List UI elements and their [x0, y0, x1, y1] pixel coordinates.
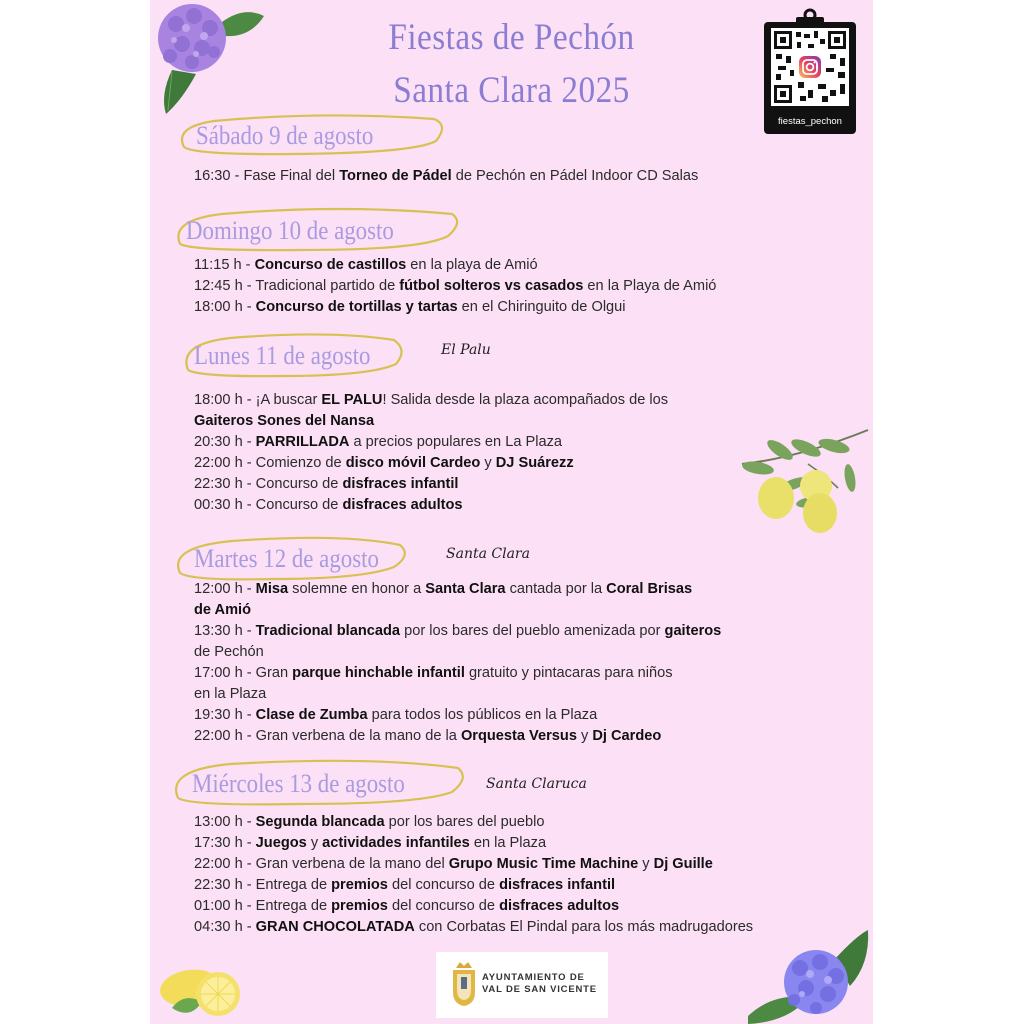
event-highlight: Dj Guille	[653, 856, 713, 872]
event-highlight: EL PALU	[321, 392, 383, 408]
event-time: 16:30 -	[194, 168, 244, 184]
event-highlight: disfraces infantil	[499, 877, 616, 893]
events-saturday	[194, 166, 698, 187]
event-highlight: PARRILLADA	[255, 434, 350, 450]
event-line	[194, 453, 668, 474]
event-text: Gran verbena de la mano de la	[255, 728, 461, 744]
event-highlight: Grupo Music Time Machine	[448, 856, 639, 872]
hydrangea-flower-icon	[744, 930, 873, 1024]
event-line	[194, 166, 698, 187]
event-time: 22:30 h -	[194, 877, 256, 893]
event-line	[194, 896, 753, 917]
day-label: Martes 12 de agosto	[194, 544, 379, 573]
event-highlight: Santa Clara	[425, 581, 506, 597]
event-highlight: premios	[331, 898, 388, 914]
events-monday	[194, 390, 668, 516]
logo-line1: AYUNTAMIENTO DE	[482, 972, 585, 983]
event-time: 22:00 h -	[194, 856, 256, 872]
event-highlight: disco móvil Cardeo	[345, 455, 481, 471]
coat-of-arms-icon	[450, 962, 478, 1006]
event-line	[194, 642, 721, 663]
day-label: Miércoles 13 de agosto	[192, 769, 405, 798]
event-highlight: Segunda blancada	[255, 814, 385, 830]
event-line	[194, 875, 753, 896]
qr-caption: fiestas_pechon	[778, 116, 842, 127]
event-line	[194, 833, 753, 854]
event-time: 20:30 h -	[194, 434, 256, 450]
event-highlight: disfraces infantil	[342, 476, 459, 492]
day-label: Sábado 9 de agosto	[196, 121, 374, 150]
day-subtitle: Santa Claruca	[486, 776, 587, 792]
event-text: ! Salida desde la plaza acompañados de los	[382, 392, 669, 408]
event-text: por los bares del pueblo	[384, 814, 545, 830]
poster-title-line2: Santa Clara 2025	[393, 70, 630, 111]
event-time: 19:30 h -	[194, 707, 256, 723]
event-text: Gran	[255, 665, 293, 681]
event-time: 12:00 h -	[194, 581, 256, 597]
events-wednesday	[194, 812, 753, 938]
event-text: para todos los públicos en la Plaza	[367, 707, 598, 723]
event-line	[194, 276, 716, 297]
day-header-saturday	[174, 113, 454, 155]
event-highlight: actividades infantiles	[322, 835, 470, 851]
event-line	[194, 411, 668, 432]
event-highlight: de Amió	[194, 602, 252, 618]
event-text: y	[576, 728, 593, 744]
event-highlight: Tradicional blancada	[255, 623, 401, 639]
event-text: de Pechón en Pádel Indoor CD Salas	[451, 168, 699, 184]
event-text: con Corbatas El Pindal para los más madrugadores	[414, 919, 754, 935]
event-text: Tradicional partido de	[255, 278, 400, 294]
event-text: Entrega de	[255, 877, 332, 893]
event-line	[194, 726, 721, 747]
event-highlight: parque hinchable infantil	[292, 665, 465, 681]
event-highlight: Coral Brisas	[606, 581, 693, 597]
event-text: solemne en honor a	[288, 581, 426, 597]
event-text: Gran verbena de la mano del	[255, 856, 449, 872]
event-text: Concurso de	[255, 476, 343, 492]
event-text: Entrega de	[255, 898, 332, 914]
events-tuesday	[194, 579, 721, 747]
event-highlight: disfraces adultos	[499, 898, 620, 914]
event-highlight: Torneo de Pádel	[339, 168, 452, 184]
day-header-sunday	[172, 206, 462, 248]
event-time: 01:00 h -	[194, 898, 256, 914]
day-header-monday	[180, 332, 420, 374]
day-header-tuesday	[172, 535, 422, 577]
event-text: Concurso de	[255, 497, 343, 513]
event-line	[194, 390, 668, 411]
event-highlight: Misa	[255, 581, 289, 597]
event-text: de Pechón	[194, 644, 264, 660]
event-line	[194, 432, 668, 453]
festival-poster	[150, 0, 873, 1024]
event-highlight: Gaiteros Sones del Nansa	[194, 413, 375, 429]
event-text: en la Playa de Amió	[583, 278, 717, 294]
day-label: Domingo 10 de agosto	[186, 216, 394, 245]
instagram-qr-code[interactable]	[764, 6, 856, 134]
event-highlight: Dj Cardeo	[592, 728, 662, 744]
event-line	[194, 495, 668, 516]
lemon-icon	[156, 962, 246, 1022]
event-time: 12:45 h -	[194, 278, 256, 294]
event-highlight: GRAN CHOCOLATADA	[255, 919, 415, 935]
event-time: 18:00 h -	[194, 299, 256, 315]
event-time: 17:00 h -	[194, 665, 256, 681]
event-text: Fase Final del	[243, 168, 340, 184]
event-time: 22:30 h -	[194, 476, 256, 492]
event-highlight: disfraces adultos	[342, 497, 463, 513]
event-highlight: Juegos	[255, 835, 307, 851]
poster-title-line1: Fiestas de Pechón	[388, 17, 635, 58]
event-highlight: Clase de Zumba	[255, 707, 368, 723]
event-line	[194, 854, 753, 875]
event-highlight: fútbol solteros vs casados	[399, 278, 584, 294]
event-time: 17:30 h -	[194, 835, 256, 851]
town-hall-logo	[436, 952, 608, 1018]
event-line	[194, 917, 753, 938]
event-line	[194, 705, 721, 726]
event-text: y	[638, 856, 654, 872]
lemon-branch-icon	[738, 428, 872, 536]
event-text: del concurso de	[387, 898, 500, 914]
event-text: y	[480, 455, 496, 471]
event-time: 22:00 h -	[194, 455, 256, 471]
event-line	[194, 600, 721, 621]
day-subtitle: El Palu	[441, 342, 491, 358]
logo-text	[482, 972, 597, 996]
event-line	[194, 474, 668, 495]
event-time: 00:30 h -	[194, 497, 256, 513]
event-time: 04:30 h -	[194, 919, 256, 935]
event-highlight: Concurso de tortillas y tartas	[255, 299, 458, 315]
event-time: 11:15 h -	[194, 257, 255, 273]
event-time: 13:30 h -	[194, 623, 256, 639]
event-time: 18:00 h -	[194, 392, 256, 408]
event-highlight: Concurso de castillos	[254, 257, 407, 273]
event-line	[194, 297, 716, 318]
event-text: en el Chiringuito de Olgui	[457, 299, 626, 315]
event-text: del concurso de	[387, 877, 500, 893]
event-text: gratuito y pintacaras para niños	[464, 665, 673, 681]
day-subtitle: Santa Clara	[446, 546, 530, 562]
event-text: y	[306, 835, 323, 851]
event-text: ¡A buscar	[255, 392, 322, 408]
event-text: a precios populares en La Plaza	[349, 434, 563, 450]
event-line	[194, 684, 721, 705]
event-text: Comienzo de	[255, 455, 346, 471]
event-text: por los bares del pueblo amenizada por	[400, 623, 665, 639]
event-text: en la playa de Amió	[406, 257, 538, 273]
event-line	[194, 663, 721, 684]
event-highlight: gaiteros	[664, 623, 722, 639]
event-text: en la Plaza	[469, 835, 547, 851]
event-line	[194, 621, 721, 642]
event-line	[194, 579, 721, 600]
events-sunday	[194, 255, 716, 318]
event-highlight: Orquesta Versus	[460, 728, 577, 744]
event-text: cantada por la	[505, 581, 607, 597]
event-time: 13:00 h -	[194, 814, 256, 830]
qr-code-icon	[764, 6, 856, 134]
event-text: en la Plaza	[194, 686, 267, 702]
event-highlight: DJ Suárezz	[495, 455, 574, 471]
event-highlight: premios	[331, 877, 388, 893]
day-label: Lunes 11 de agosto	[194, 341, 371, 370]
event-line	[194, 812, 753, 833]
day-header-wednesday	[170, 758, 480, 800]
event-line	[194, 255, 716, 276]
event-time: 22:00 h -	[194, 728, 256, 744]
logo-line2: VAL DE SAN VICENTE	[482, 984, 597, 995]
